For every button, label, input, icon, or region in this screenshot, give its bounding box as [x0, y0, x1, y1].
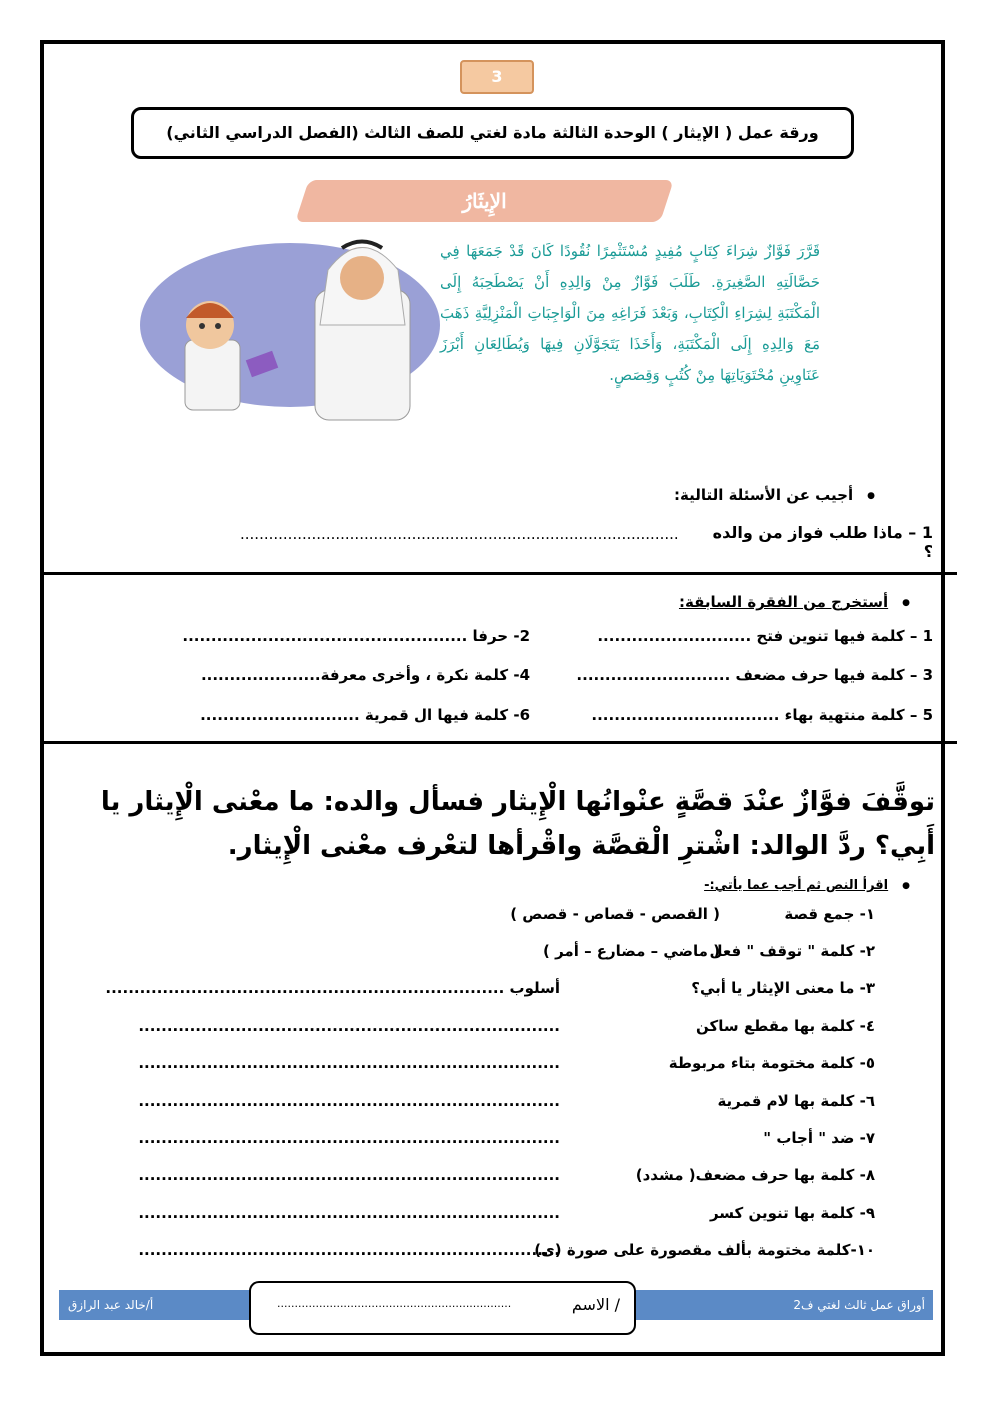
question-item-answer: ( القصص - قصاص - قصص ): [510, 905, 720, 923]
question-item-label: ١- جمع قصة: [784, 905, 875, 923]
footer-course: أوراق عمل ثالث لغتي ف2: [793, 1298, 925, 1312]
extract-item-2[interactable]: 2- حرفا ..................................................: [182, 627, 530, 645]
extract-item-6[interactable]: 6- كلمة فيها ال قمرية ............................: [200, 706, 530, 724]
footer-teacher: أ/خالد عبد الرازق: [68, 1298, 154, 1312]
section2-heading: [600, 593, 910, 611]
section1-heading: ● أجيب عن الأسئلة التالية:: [600, 486, 875, 504]
question-item-label: ٢- كلمة " توقف " فعل: [709, 942, 875, 960]
question-item-answer: ( ماضي – مضارع – أمر ): [543, 942, 720, 960]
name-label: الاسم /: [571, 1295, 620, 1314]
question-item-answer[interactable]: ..........................................................................: [138, 1017, 560, 1035]
question-item-label: ٣- ما معنى الإيثار يا أبي؟: [691, 979, 875, 997]
question-item-answer[interactable]: ..........................................................................: [138, 1166, 560, 1184]
question-item-label: ٤- كلمة بها مقطع ساكن: [696, 1017, 875, 1035]
question-item-label: ٥- كلمة مختومة بتاء مربوطة: [668, 1054, 875, 1072]
student-name-box[interactable]: [249, 1281, 636, 1335]
section3-heading-text: اقرأ النص ثم أجب عما يأتي:-: [704, 878, 889, 893]
question-item-answer[interactable]: ..........................................................................: [138, 1129, 560, 1147]
extract-item-1[interactable]: 1 – كلمة فيها تنوين فتح ...........................: [597, 627, 933, 645]
question-item-label: ٧- ضد " أجاب ": [763, 1129, 875, 1147]
question-item-label: ٨- كلمة بها حرف مضعف( مشدد): [635, 1166, 875, 1184]
question-item-answer[interactable]: ..........................................................................: [138, 1241, 560, 1259]
worksheet-title: ورقة عمل ( الإيثار ) الوحدة الثالثة مادة لغتي للصف الثالث (الفصل الدراسي الثاني): [131, 107, 854, 159]
father-son-illustration: [130, 230, 440, 420]
question-1: 1 – ماذا طلب فواز من والده ؟: [712, 523, 933, 561]
question-item-answer[interactable]: أسلوب ......................................................................: [105, 979, 560, 997]
reading-passage: توقَّفَ فوَّازٌ عنْدَ قصَّةٍ عنْوانُها الْإِيثار فسأل والده: ما معْنى الْإِيثار يا أَبِي؟ ردَّ الوالد: اشْترِ الْقصَّة واقْرأها لتعْرف معْنى الْإِيثار.: [100, 787, 935, 861]
question-item-answer[interactable]: ..........................................................................: [138, 1204, 560, 1222]
divider-1: [44, 572, 957, 575]
page-number: 3: [460, 60, 534, 94]
question-item-answer[interactable]: ..........................................................................: [138, 1054, 560, 1072]
lesson-banner-title: الإِيثَارُ: [462, 189, 507, 213]
extract-item-3[interactable]: 3 – كلمة فيها حرف مضعف ...........................: [576, 666, 933, 684]
question-item-answer[interactable]: ..........................................................................: [138, 1092, 560, 1110]
question-item-label: ٦- كلمة بها لام قمرية: [717, 1092, 875, 1110]
answer-line-1[interactable]: ............................................................................................: [240, 525, 679, 543]
section3-heading: [600, 878, 910, 893]
story-paragraph: قَرَّرَ فَوَّازٌ شِرَاءَ كِتَابٍ مُفِيدٍ مُسْتَثْمِرًا نُقُودًا كَانَ قَدْ جَمَعَهَا فِي حَصَّالَتِهِ الصَّغِيرَةِ. طَلَبَ فَوَّازٌ مِنْ وَالِدِهِ أَنْ يَصْطَحِبَهُ إِلَى الْمَكْتَبَةِ لِشِرَاءِ الْكِتَابِ، وَبَعْدَ فَرَاغِهِ مِنَ الْوَاجِبَاتِ الْمَنْزِلِيَّةِ ذَهَبَ مَعَ وَالِدِهِ إِلَى الْمَكْتَبَةِ، وَأَخَذَا يَتَجَوَّلَانِ فِيهَا وَيُطَالِعَانِ أَبْرَزَ عَنَاوِينِ مُحْتَوَيَاتِهَا مِنْ كُتُبٍ وَقِصَصٍ.: [440, 242, 820, 384]
question-item-label: ٩- كلمة بها تنوين كسر: [709, 1204, 875, 1222]
extract-item-5[interactable]: 5 – كلمة منتهية بهاء .................................: [591, 706, 933, 724]
section2-heading-text: أستخرج من الفقرة السابقة:: [678, 593, 889, 611]
name-field[interactable]: ...................................................................: [277, 1297, 512, 1310]
divider-2: [44, 741, 957, 744]
question-item-label: ١٠-كلمة مختومة بألف مقصورة على صورة (ى): [534, 1241, 875, 1259]
extract-item-4[interactable]: 4- كلمة نكرة ، وأخرى معرفة.....................: [200, 666, 530, 684]
